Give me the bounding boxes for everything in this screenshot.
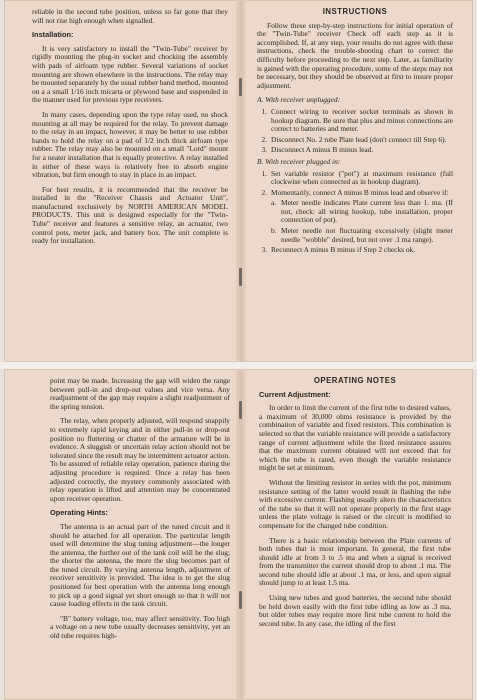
staple [239,591,242,609]
page-title-operating-notes: OPERATING NOTES [313,377,397,385]
step-number: 3. [261,245,267,255]
step-text: Momentarily, connect A minus B minus lead and observe if: [271,187,449,197]
paragraph: In many cases, depending upon the type relay used, no shock mounting at all may be required for the relay. To prevent damage to the relay in an impact, however, it may be better to use rubber bands to hold the relay on a pad of 1/2 inch thick airfoam type rubber. The relay may also be mounted on a small "Lord" mount for a neater installation that is equally protective. A relay installed in either of these ways is relatively free to absorb engine vibration, but firm enough to stay in place in an impact. [32,109,228,180]
top-spread [4,0,473,362]
step-item [257,146,453,155]
staple [239,401,242,419]
paragraph: There is a basic relationship between the Plate currents of both tubes that is most important. In general, the first tube should idle at from 3 to .5 ma and when a signal is received from the transmitter the current should drop to about .1 ma. The second tube should idle at about .1 ma, or less, and upon signal should jump to at least 1.5 ma. [259,535,451,588]
step-text: Connect wiring to receiver socket terminals as shown in hookup diagram. Be sure that plus and minus connections are correct to batteries and meter. [271,106,453,134]
subheading-plugged-in: B. With receiver plugged in: [257,156,341,166]
step-item [257,170,453,187]
step-text: Disconnect A minus B minus lead. [271,145,374,155]
section-heading-operating-hints: Operating Hints: [50,508,108,518]
staple [239,78,242,96]
page-title-instructions: INSTRUCTIONS [322,8,388,16]
bottom-spread [4,369,473,700]
paragraph: reliable in the second tube position, unless so far gone that they will not rise high enough when signalled. [32,8,228,25]
paragraph: Follow these step-by-step instructions for initial operation of the "Twin-Tube" receiver Check off each step as it is accomplished. If, at any step, your results do not agree with these instructions, check the trouble-shooting chart to correct the difficulty before proceeding to the next step. Later, as familiarity is gained with the operating procedure, some of the steps may not be necessary, but they should be observed at first to insure proper adjustment. [257,20,453,90]
step-number: 2. [261,187,267,197]
step-text: Reconnect A minus B minus if Step 2 checks ok. [271,245,416,255]
substep-letter: a. [271,198,277,208]
step-item [257,108,453,134]
step-number: 1. [261,106,267,116]
top-left-page [32,8,228,252]
paragraph: The relay, when properly adjusted, will respond snappily to extremely rapid keying and in either pull-in or drop-out position no fluttering or chatter of the armature will be in evidence. A sluggish or uncertain relay action should not be tolerated since the result may be intermittent actuator action. To be assured of reliable relay operation, patience during the adjusting procedure is required. Once a relay has been adjusted correctly, the mystery commonly associated with relay operation is lifted and attention may be concentrated upon receiver operation. [50,416,230,503]
step-number: 1. [261,168,267,178]
substep-text: Meter needle not fluctuating excessively (slight meter needle "wobble" desired, but not over .1 ma range). [281,226,453,244]
section-heading-installation: Installation: [32,30,74,40]
substep-text: Meter needle indicates Plate current less than 1. ma. (If not, check: all wiring hookup, tube installation, proper connection of pot). [281,198,453,225]
center-fold [236,0,246,362]
step-item [257,136,453,145]
step-text: Disconnect No. 2 tube Plate lead (don't connect till Step 6). [271,134,447,144]
paragraph: The antenna is an actual part of the tuned circuit and it should be attached for all operation. The particular length used will determine the slug tuning adjustment—the longer the antenna, the further out of the tank coil will be the slug; the shorter the antenna, the more the slug becomes part of the tuned circuit. By varying antenna length, adjustment of receiver sensitivity is provided. The idea is to get the slug positioned for best operation with the antenna long enough to pick up a good signal yet short enough so that it will not cause loading effects in the tank circuit. [50,521,230,609]
section-heading-current-adjustment: Current Adjustment: [259,389,331,399]
substep-item [271,199,453,225]
top-right-page [257,8,453,257]
step-text: Set variable resistor ("pot") at maximum resistance (full clockwise when connected as in hookup diagram). [271,168,453,187]
bottom-left-page [50,377,230,647]
paragraph: Without the limiting resistor in series with the pot, minimum resistance setting of the latter would result in flashing the tube with excessive current. Flashing usually alters the characteristics of the tube so that it will not operate properly in the first stage unless the plate voltage is raised or the circuit is modified to compensate for the changed tube condition. [259,477,451,530]
paragraph: point may be made. Increasing the gap will widen the range between pull-in and drop-out values and vice versa. Any readjustment of the gap may require a slight readjustment of the spring tension. [50,377,230,411]
step-number: 2. [261,134,267,144]
paragraph: Using new tubes and good batteries, the second tube should be held down easily with the first tube idling as low as .3 ma, but older tubes may require more first tube current to hold the second tube. In any case, the idling of the first [259,593,451,628]
paragraph: For best results, it is recommended that the receiver be installed in the "Receiver Chassis and Actuator Unit", manufactured exclusively by NORTH AMERICAN MODEL PRODUCTS. This unit is designed especially for the "Twin-Tube" receiver and features a sensitive relay, an actuator, two control pots, meter jack, and battery box. The unit complete is ready for installation. [32,184,228,246]
paragraph: In order to limit the current of the first tube to desired values, a maximum of 30,000 ohms resistance is provided by the combination of variable and fixed resistors. This combination is selected so that the variable resistance will provide a satisfactory range of current adjustment while the fixed resistance assures that the maximum current obtained will not exceed that for which the tube is rated, even though the variable resistance might be set at minimum. [259,403,451,473]
paragraph: It is very satisfactory to install the "Twin-Tube" receiver by rigidly mounting the plug-in socket and chocking the assembly with pads of airfoam type rubber. Several variations of socket mounting are shown elsewhere in the instructions. The relay may be mounted separately by the usual rubber band method, mounted on a a small 1/16 inch micarta or plywood base and suspended in the manner used for previous type receivers. [32,43,228,105]
substep-letter: b. [271,226,277,236]
substep-item [271,227,453,244]
paragraph: "B" battery voltage, too, may affect sensitivity. Too high a voltage on a new tube usually decreases sensitivity, yet an old tube requires high- [50,613,230,641]
page-gap [0,362,477,369]
step-item [257,246,453,255]
step-number: 3. [261,145,267,155]
staple [239,268,242,286]
bottom-right-page [259,377,451,634]
step-item [257,189,453,198]
subheading-unplugged: A. With receiver unplugged: [257,95,341,105]
